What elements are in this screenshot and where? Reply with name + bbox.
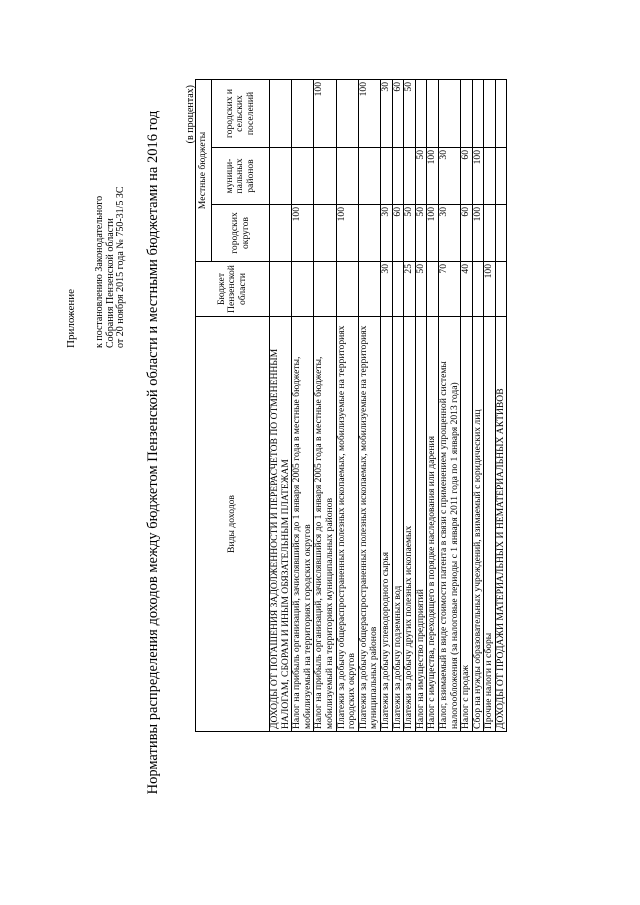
cell-city: 30 (380, 205, 392, 262)
row-label: Платежи за добычу общераспространенных полезных ископаемых, мобилизуемые на территориях муниципальных районов (358, 317, 380, 732)
cell-municipal: 50 (415, 148, 427, 205)
cell-settlements: 100 (358, 79, 380, 147)
cell-city: 50 (415, 205, 427, 262)
cell-municipal (314, 148, 336, 205)
header-settlements: городских и сельских поселений (212, 79, 270, 147)
cell-regional: 50 (415, 262, 427, 317)
cell-settlements (484, 79, 496, 147)
row-label: Налог на прибыль организаций, зачислявшийся до 1 января 2005 года в местные бюджеты, мобилизуемый на территориях муниципальных районов (314, 317, 336, 732)
row-label: Сбор на нужды образовательных учреждений, взимаемый с юридических лиц (472, 317, 484, 732)
header-regional: Бюджет Пензенской области (196, 262, 270, 317)
distribution-table (195, 79, 507, 732)
cell-municipal: 100 (472, 148, 484, 205)
row-label: Платежи за добычу других полезных ископаемых (404, 317, 416, 732)
appendix-title: Приложение (65, 288, 77, 348)
table-row (336, 79, 358, 731)
row-label: Налог с продаж (461, 317, 473, 732)
cell-regional (336, 262, 358, 317)
cell-regional (495, 262, 507, 317)
table-row (495, 79, 507, 731)
table-row (314, 79, 336, 731)
row-label: Платежи за добычу подземных вод (392, 317, 404, 732)
cell-city: 30 (438, 205, 460, 262)
table-row (270, 79, 292, 731)
cell-settlements (415, 79, 427, 147)
cell-city: 100 (336, 205, 358, 262)
table-row (472, 79, 484, 731)
cell-regional (292, 262, 314, 317)
cell-settlements (438, 79, 460, 147)
appendix-lines (95, 186, 127, 348)
cell-settlements: 100 (314, 79, 336, 147)
cell-settlements: 50 (404, 79, 416, 147)
cell-settlements (495, 79, 507, 147)
appendix-line: к постановлению Законодательного (94, 195, 105, 348)
appendix-line: от 20 ноября 2015 года № 750-31/5 ЗС (115, 186, 126, 348)
cell-city (314, 205, 336, 262)
row-label: Налог на прибыль организаций, зачислявшийся до 1 января 2005 года в местные бюджеты, мобилизуемый на территориях городских округов (292, 317, 314, 732)
cell-regional: 30 (380, 262, 392, 317)
row-label: Прочие налоги и сборы (484, 317, 496, 732)
cell-city: 100 (292, 205, 314, 262)
cell-city: 100 (427, 205, 439, 262)
table-row (292, 79, 314, 731)
units-note: (в процентах) (185, 85, 196, 144)
cell-regional (472, 262, 484, 317)
cell-municipal: 60 (461, 148, 473, 205)
cell-regional (392, 262, 404, 317)
cell-city: 60 (392, 205, 404, 262)
row-label: ДОХОДЫ ОТ ПРОДАЖИ МАТЕРИАЛЬНЫХ И НЕМАТЕРИАЛЬНЫХ АКТИВОВ (495, 317, 507, 732)
table-row (392, 79, 404, 731)
cell-municipal (404, 148, 416, 205)
cell-municipal (484, 148, 496, 205)
table-row (484, 79, 496, 731)
cell-settlements (461, 79, 473, 147)
cell-regional (270, 262, 292, 317)
cell-settlements (270, 79, 292, 147)
cell-municipal (495, 148, 507, 205)
cell-regional: 100 (484, 262, 496, 317)
row-label: ДОХОДЫ ОТ ПОГАШЕНИЯ ЗАДОЛЖЕННОСТИ И ПЕРЕРАСЧЕТОВ ПО ОТМЕНЕННЫМ НАЛОГАМ, СБОРАМ И ИНЫМ ОБЯЗАТЕЛЬНЫМ ПЛАТЕЖАМ (270, 317, 292, 732)
cell-municipal (270, 148, 292, 205)
header-city: городских округов (212, 205, 270, 262)
appendix-line: Собрания Пензенской области (104, 218, 116, 348)
header-types: Виды доходов (196, 317, 270, 732)
cell-regional: 25 (404, 262, 416, 317)
cell-municipal (380, 148, 392, 205)
row-label: Платежи за добычу углеводородного сырья (380, 317, 392, 732)
cell-city: 50 (404, 205, 416, 262)
cell-municipal (292, 148, 314, 205)
header-local: Местные бюджеты (196, 79, 212, 261)
table-row (404, 79, 416, 731)
row-label: Налог с имущества, переходящего в порядке наследования или дарения (427, 317, 439, 732)
cell-city: 60 (461, 205, 473, 262)
table-row (415, 79, 427, 731)
cell-city (495, 205, 507, 262)
table-row (461, 79, 473, 731)
cell-municipal: 30 (438, 148, 460, 205)
cell-settlements (427, 79, 439, 147)
table-row (438, 79, 460, 731)
cell-settlements: 60 (392, 79, 404, 147)
table-body (270, 79, 507, 731)
cell-city (484, 205, 496, 262)
cell-settlements (292, 79, 314, 147)
cell-regional: 70 (438, 262, 460, 317)
cell-city: 100 (472, 205, 484, 262)
table-row (380, 79, 392, 731)
cell-regional (427, 262, 439, 317)
table-row (427, 79, 439, 731)
cell-municipal (358, 148, 380, 205)
cell-regional (314, 262, 336, 317)
cell-regional: 40 (461, 262, 473, 317)
document-title: Нормативы распределения доходов между бюджетом Пензенской области и местными бюджетами на 2016 год (145, 110, 161, 795)
cell-settlements (472, 79, 484, 147)
cell-regional (358, 262, 380, 317)
cell-settlements: 30 (380, 79, 392, 147)
cell-municipal: 100 (427, 148, 439, 205)
cell-city (358, 205, 380, 262)
row-label: Платежи за добычу общераспространенных полезных ископаемых, мобилизуемые на территориях городских округов (336, 317, 358, 732)
cell-settlements (336, 79, 358, 147)
header-municipal: муници-пальных районов (212, 148, 270, 205)
cell-city (270, 205, 292, 262)
cell-municipal (392, 148, 404, 205)
row-label: Налог, взимаемый в виде стоимости патента в связи с применением упрощенной системы налогообложения (за налоговые периоды с 1 января 2011 года по 1 января 2013 года) (438, 317, 460, 732)
cell-municipal (336, 148, 358, 205)
table-row (358, 79, 380, 731)
row-label: Налог на имущество предприятий (415, 317, 427, 732)
